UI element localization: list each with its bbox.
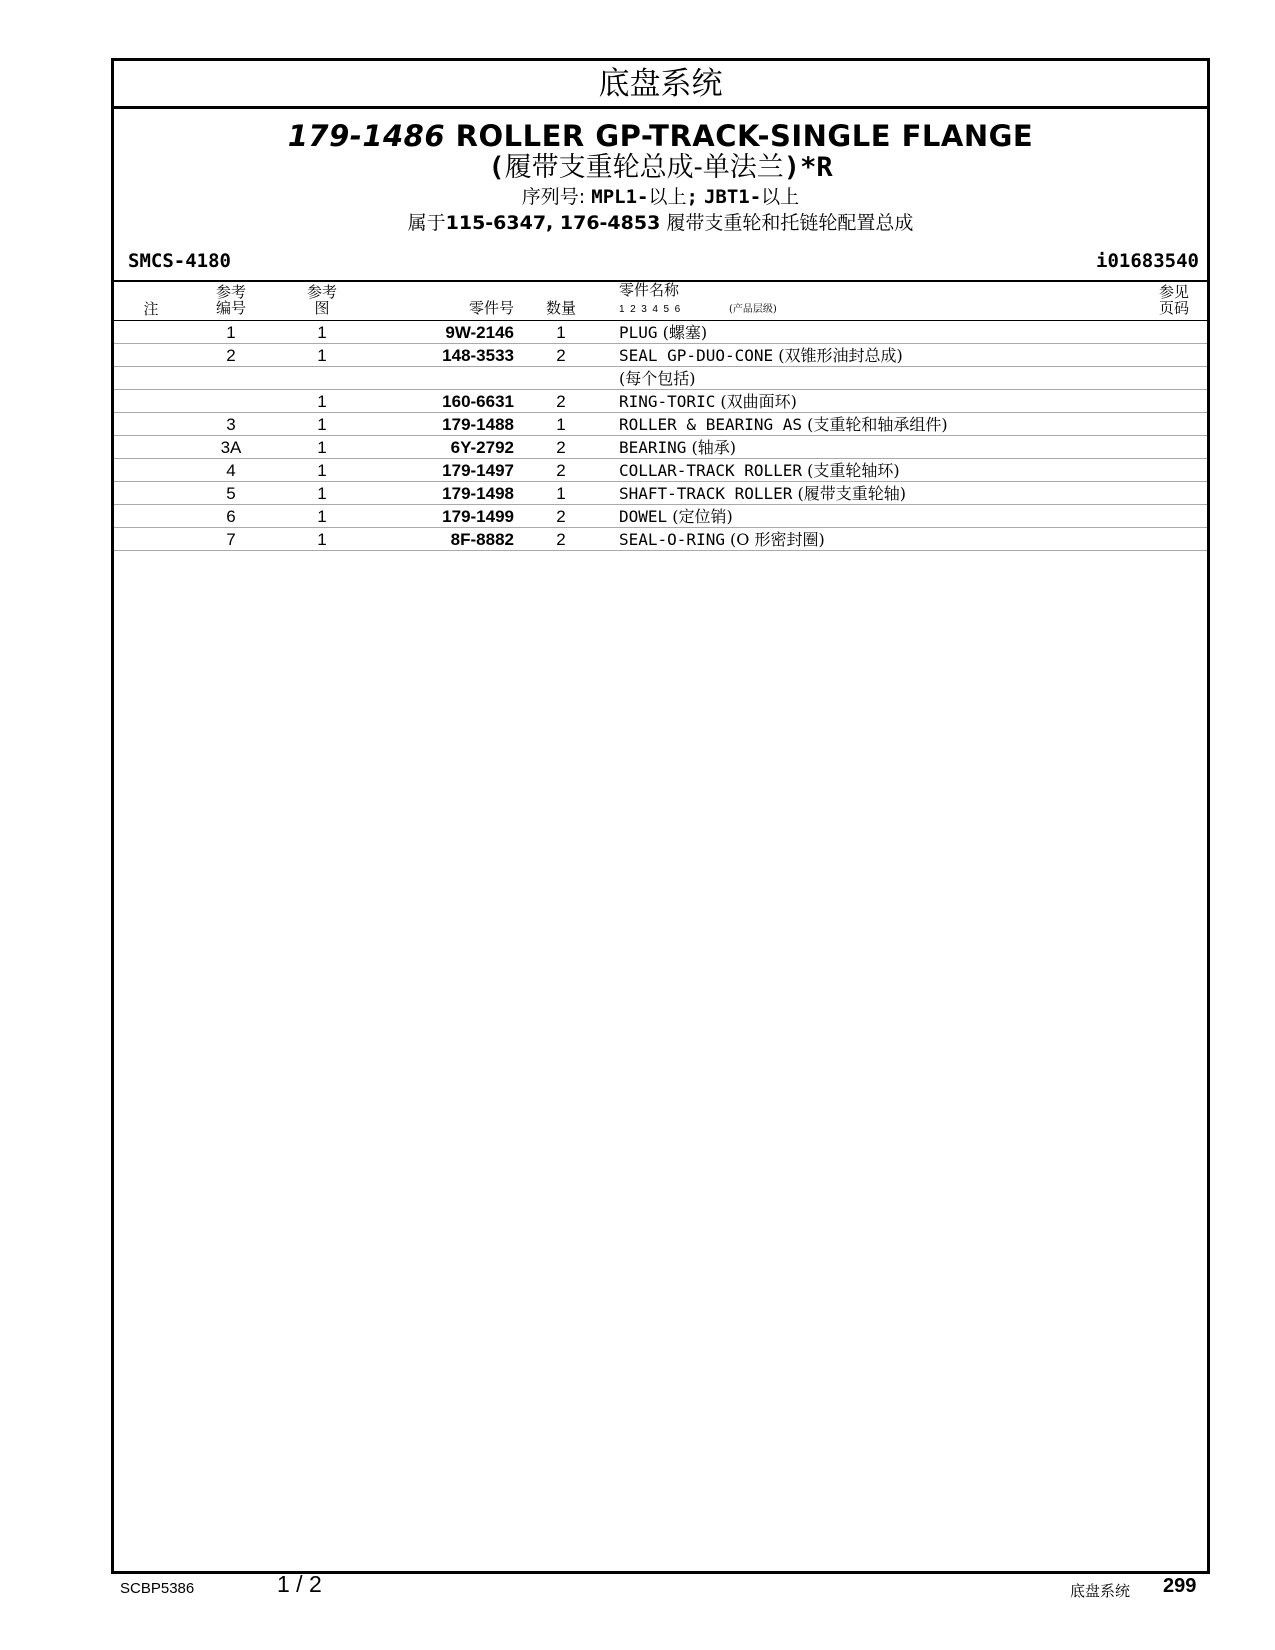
- fig-number: 1: [317, 461, 327, 480]
- table-row: [114, 482, 1207, 505]
- part-name: [619, 323, 707, 343]
- column-headers: 注 参考 编号 参考 图 零件号 数量 零件名称 1 2 3 4 5 6 (产品层级) 参见 页码: [114, 282, 1207, 321]
- quantity: 2: [556, 461, 566, 480]
- fig-number: 1: [317, 392, 327, 411]
- part-number: 160-6631: [442, 392, 514, 411]
- ref-number: 1: [226, 323, 236, 342]
- quantity: 2: [556, 346, 566, 365]
- col-page: 页码: [1158, 299, 1189, 317]
- col-ref-no: 编号: [215, 299, 246, 317]
- footer-page-of: 1 / 2: [277, 1571, 322, 1597]
- fig-number: 1: [317, 507, 327, 526]
- col-levels: 1 2 3 4 5 6: [619, 304, 681, 315]
- page-footer: [0, 1568, 1275, 1608]
- part-name-en: ROLLER & BEARING AS: [619, 415, 803, 434]
- quantity: 2: [556, 392, 566, 411]
- col-note: 注: [143, 300, 159, 318]
- quantity: 1: [556, 415, 566, 434]
- part-name-en: BEARING: [619, 438, 687, 457]
- table-row: [114, 390, 1207, 413]
- used-in-line: 属于115-6347, 176-4853 履带支重轮和托链轮配置总成: [407, 212, 914, 234]
- col-name: 零件名称: [619, 281, 680, 299]
- part-number: 6Y-2792: [450, 438, 514, 457]
- part-name-en: DOWEL: [619, 507, 668, 526]
- section-title: 底盘系统: [114, 61, 1207, 109]
- part-name-en: SHAFT-TRACK ROLLER: [619, 484, 793, 503]
- part-name-cn: (双曲面环): [715, 392, 797, 411]
- quantity: 2: [556, 438, 566, 457]
- group-title: [114, 118, 1207, 154]
- part-name-cn: (定位销): [667, 507, 733, 526]
- group-part-number: 179-1486: [287, 119, 446, 153]
- page-frame: [111, 58, 1210, 1574]
- ref-number: 5: [226, 484, 236, 503]
- table-row: [114, 459, 1207, 482]
- part-number: 148-3533: [442, 346, 514, 365]
- illustration-id: i01683540: [1096, 250, 1199, 272]
- group-suffix: *R: [800, 152, 833, 183]
- part-name-en: PLUG: [619, 323, 658, 342]
- smcs-code: SMCS-4180: [128, 250, 231, 272]
- part-name-en: SEAL-O-RING: [619, 530, 725, 549]
- table-row: [114, 344, 1207, 367]
- part-name: [619, 369, 696, 389]
- group-chinese-name: 履带支重轮总成-单法兰: [504, 152, 784, 183]
- part-name: [619, 484, 906, 504]
- table-row: [114, 321, 1207, 344]
- part-number: 179-1499: [442, 507, 514, 526]
- part-name-en: RING-TORIC: [619, 392, 716, 411]
- meta-row: [114, 248, 1207, 282]
- part-name-en: SEAL GP-DUO-CONE: [619, 346, 774, 365]
- ref-number: 6: [226, 507, 236, 526]
- part-name: [619, 438, 736, 458]
- parts-table: [114, 321, 1207, 551]
- ref-number: 2: [226, 346, 236, 365]
- fig-number: 1: [317, 438, 327, 457]
- quantity: 2: [556, 507, 566, 526]
- col-qty: 数量: [545, 299, 576, 317]
- col-fig: 图: [314, 299, 330, 317]
- part-name-cn: (轴承): [686, 438, 737, 457]
- table-row: [114, 436, 1207, 459]
- col-part-no: 零件号: [468, 299, 514, 317]
- fig-number: 1: [317, 484, 327, 503]
- part-number: 179-1497: [442, 461, 514, 480]
- part-name-cn: (螺塞): [657, 323, 708, 342]
- part-name-en: COLLAR-TRACK ROLLER: [619, 461, 803, 480]
- serial-line: 序列号: MPL1-以上; JBT1-以上: [521, 186, 800, 208]
- fig-number: 1: [317, 323, 327, 342]
- part-name: [619, 461, 900, 481]
- title-block: [114, 118, 1207, 236]
- quantity: 2: [556, 530, 566, 549]
- part-name: [619, 507, 733, 527]
- table-row: [114, 528, 1207, 551]
- group-name: ROLLER GP-TRACK-SINGLE FLANGE: [455, 119, 1034, 153]
- part-name: [619, 346, 903, 366]
- table-row: [114, 505, 1207, 528]
- group-chinese-title: (履带支重轮总成-单法兰)*R: [488, 152, 833, 183]
- part-number: 8F-8882: [450, 530, 514, 549]
- part-name-cn: (支重轮和轴承组件): [802, 415, 948, 434]
- quantity: 1: [556, 323, 566, 342]
- footer-page-number: 299: [1163, 1575, 1197, 1597]
- part-name-cn: (支重轮轴环): [802, 461, 900, 480]
- ref-number: 3: [226, 415, 236, 434]
- part-name-cn: (履带支重轮轴): [792, 484, 906, 503]
- part-name: [619, 530, 825, 550]
- part-name-cn: (双锥形油封总成): [773, 346, 903, 365]
- fig-number: 1: [317, 415, 327, 434]
- quantity: 1: [556, 484, 566, 503]
- ref-number: 3A: [220, 438, 242, 457]
- footer-section: 底盘系统: [1070, 1582, 1131, 1600]
- ref-number: 4: [226, 461, 236, 480]
- fig-number: 1: [317, 346, 327, 365]
- fig-number: 1: [317, 530, 327, 549]
- part-number: 179-1488: [442, 415, 514, 434]
- table-row: [114, 367, 1207, 390]
- table-row: [114, 413, 1207, 436]
- part-number: 179-1498: [442, 484, 514, 503]
- part-name-cn: (O 形密封圈): [724, 530, 825, 549]
- footer-doc-number: SCBP5386: [120, 1580, 195, 1597]
- part-number: 9W-2146: [445, 323, 514, 342]
- part-name: [619, 392, 797, 412]
- part-name: [619, 415, 948, 435]
- part-name-cn: (每个包括): [619, 369, 696, 388]
- ref-number: 7: [226, 530, 236, 549]
